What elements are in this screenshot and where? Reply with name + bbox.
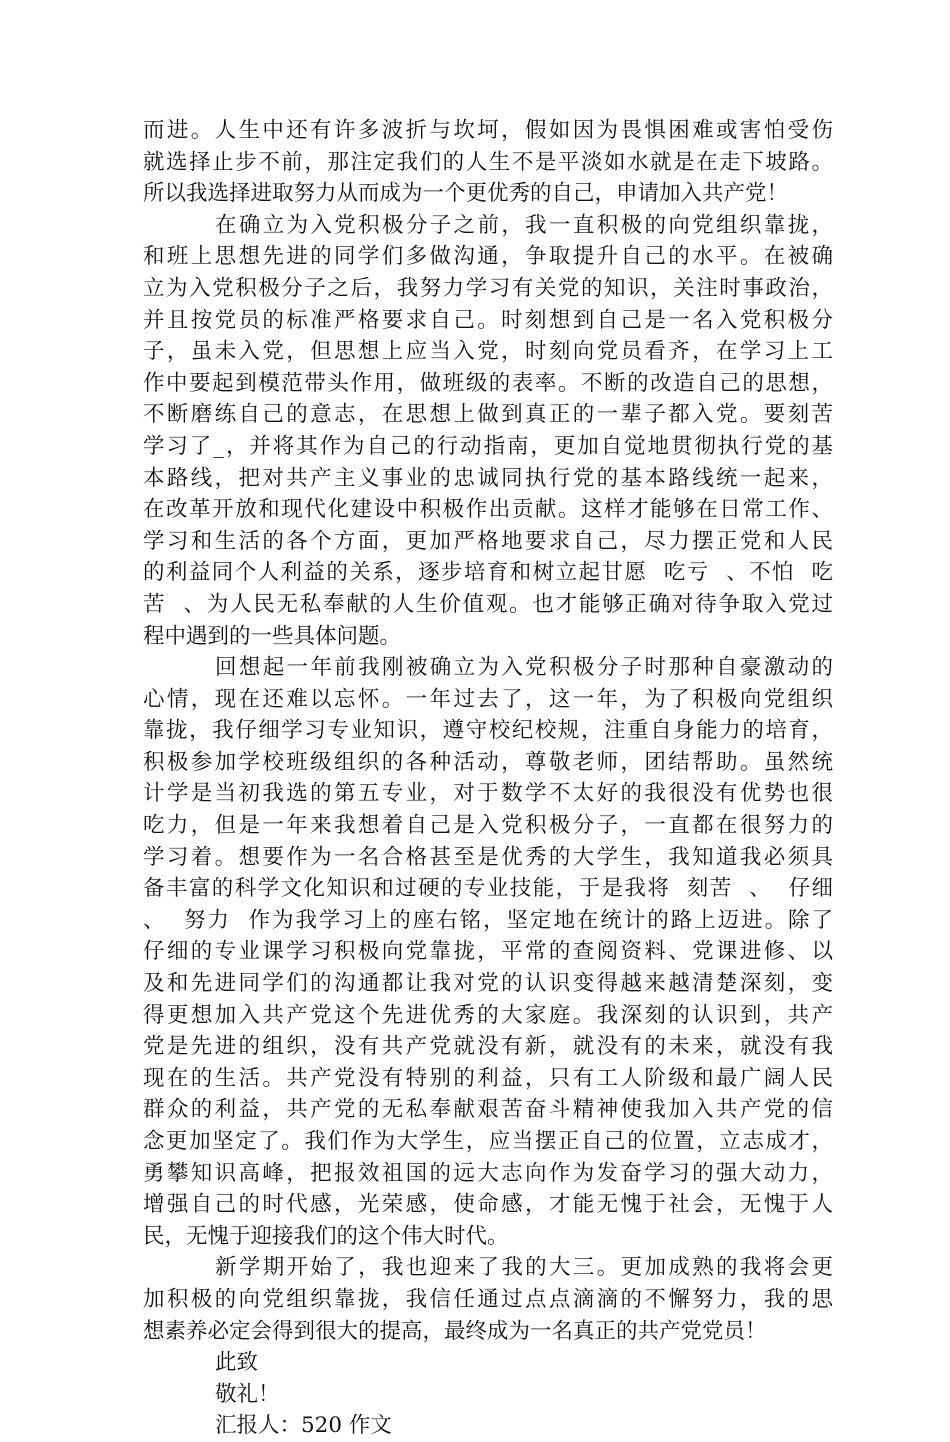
text-line: 学习着。想要作为一名合格甚至是优秀的大学生，我知道我必须具 bbox=[143, 844, 833, 870]
text-line: 靠拢，我仔细学习专业知识，遵守校纪校规，注重自身能力的培育， bbox=[143, 718, 833, 744]
text-line: 和班上思想先进的同学们多做沟通，争取提升自己的水平。在被确 bbox=[143, 244, 833, 270]
text-line: 群众的利益，共产党的无私奉献艰苦奋斗精神使我加入共产党的信 bbox=[143, 1097, 833, 1123]
text-line: 学习和生活的各个方面，更加严格地要求自己，尽力摆正党和人民 bbox=[143, 528, 833, 554]
text-line: 不断磨练自己的意志，在思想上做到真正的一辈子都入党。要刻苦 bbox=[143, 402, 833, 428]
text-line: 心情，现在还难以忘怀。一年过去了，这一年，为了积极向党组织 bbox=[143, 686, 833, 712]
text-line: 现在的生活。共产党没有特别的利益，只有工人阶级和最广阔人民 bbox=[143, 1065, 833, 1091]
document-body bbox=[143, 115, 833, 1442]
text-line: 勇攀知识高峰，把报效祖国的远大志向作为发奋学习的强大动力， bbox=[143, 1160, 833, 1186]
text-line: 想素养必定会得到很大的提高，最终成为一名真正的共产党党员！ bbox=[143, 1318, 767, 1344]
text-line: 而进。人生中还有许多波折与坎坷，假如因为畏惧困难或害怕受伤 bbox=[143, 118, 833, 143]
text-line: 所以我选择进取努力从而成为一个更优秀的自己，申请加入共产党！ bbox=[143, 181, 789, 207]
text-line: 新学期开始了，我也迎来了我的大三。更加成熟的我将会更 bbox=[215, 1255, 833, 1281]
text-line: 积极参加学校班级组织的各种活动，尊敬老师，团结帮助。虽然统 bbox=[143, 749, 833, 775]
paragraph bbox=[143, 210, 833, 652]
text-line: 在改革开放和现代化建设中积极作出贡献。这样才能够在日常工作、 bbox=[143, 497, 833, 523]
paragraph bbox=[143, 115, 833, 210]
paragraph bbox=[143, 652, 833, 1252]
text-line: 学习了_，并将其作为自己的行动指南，更加自觉地贯彻执行党的基 bbox=[143, 433, 833, 459]
text-line: 计学是当初我选的第五专业，对于数学不太好的我很没有优势也很 bbox=[143, 781, 833, 807]
text-line: 备丰富的科学文化知识和过硬的专业技能，于是我将 刻苦 、 仔细 bbox=[143, 876, 833, 902]
text-line: 立为入党积极分子之后，我努力学习有关党的知识，关注时事政治， bbox=[143, 275, 833, 301]
text-line: 回想起一年前我刚被确立为入党积极分子时那种自豪激动的 bbox=[215, 655, 833, 681]
closing-reporter: 汇报人：520 作文 bbox=[215, 1413, 392, 1439]
text-line: 党是先进的组织，没有共产党就没有新，就没有的未来，就没有我 bbox=[143, 1034, 833, 1060]
text-line: 作中要起到模范带头作用，做班级的表率。不断的改造自己的思想， bbox=[143, 370, 833, 396]
text-line: 并且按党员的标准严格要求自己。时刻想到自己是一名入党积极分 bbox=[143, 307, 833, 333]
text-line: 、 努力 作为我学习上的座右铭，坚定地在统计的路上迈进。除了 bbox=[143, 907, 833, 933]
text-line: 吃力，但是一年来我想着自己是入党积极分子，一直都在很努力的 bbox=[143, 813, 833, 839]
text-line: 本路线，把对共产主义事业的忠诚同执行党的基本路线统一起来， bbox=[143, 465, 833, 491]
text-line: 子，虽未入党，但思想上应当入党，时刻向党员看齐，在学习上工 bbox=[143, 339, 833, 365]
paragraph bbox=[143, 1252, 833, 1347]
text-line: 增强自己的时代感，光荣感，使命感，才能无愧于社会，无愧于人 bbox=[143, 1192, 833, 1218]
text-line: 程中遇到的一些具体问题。 bbox=[143, 623, 402, 649]
text-line: 苦 、为人民无私奉献的人生价值观。也才能够正确对待争取入党过 bbox=[143, 591, 833, 617]
text-line: 民，无愧于迎接我们的这个伟大时代。 bbox=[143, 1223, 509, 1249]
text-line: 得更想加入共产党这个先进优秀的大家庭。我深刻的认识到，共产 bbox=[143, 1002, 833, 1028]
text-line: 及和先进同学们的沟通都让我对党的认识变得越来越清楚深刻，变 bbox=[143, 971, 833, 997]
text-line: 就选择止步不前，那注定我们的人生不是平淡如水就是在走下坡路。 bbox=[143, 149, 833, 175]
text-line: 加积极的向党组织靠拢，我信任通过点点滴滴的不懈努力，我的思 bbox=[143, 1286, 833, 1312]
paragraph-list bbox=[143, 115, 833, 1347]
closing-salutation: 此致 bbox=[215, 1350, 259, 1376]
closing-regards: 敬礼！ bbox=[215, 1381, 280, 1407]
text-line: 的利益同个人利益的关系，逐步培育和树立起甘愿 吃亏 、不怕 吃 bbox=[143, 560, 833, 586]
text-line: 在确立为入党积极分子之前，我一直积极的向党组织靠拢， bbox=[215, 212, 833, 238]
text-line: 仔细的专业课学习积极向党靠拢，平常的查阅资料、党课进修、以 bbox=[143, 939, 833, 965]
text-line: 念更加坚定了。我们作为大学生，应当摆正自己的位置，立志成才， bbox=[143, 1129, 833, 1154]
